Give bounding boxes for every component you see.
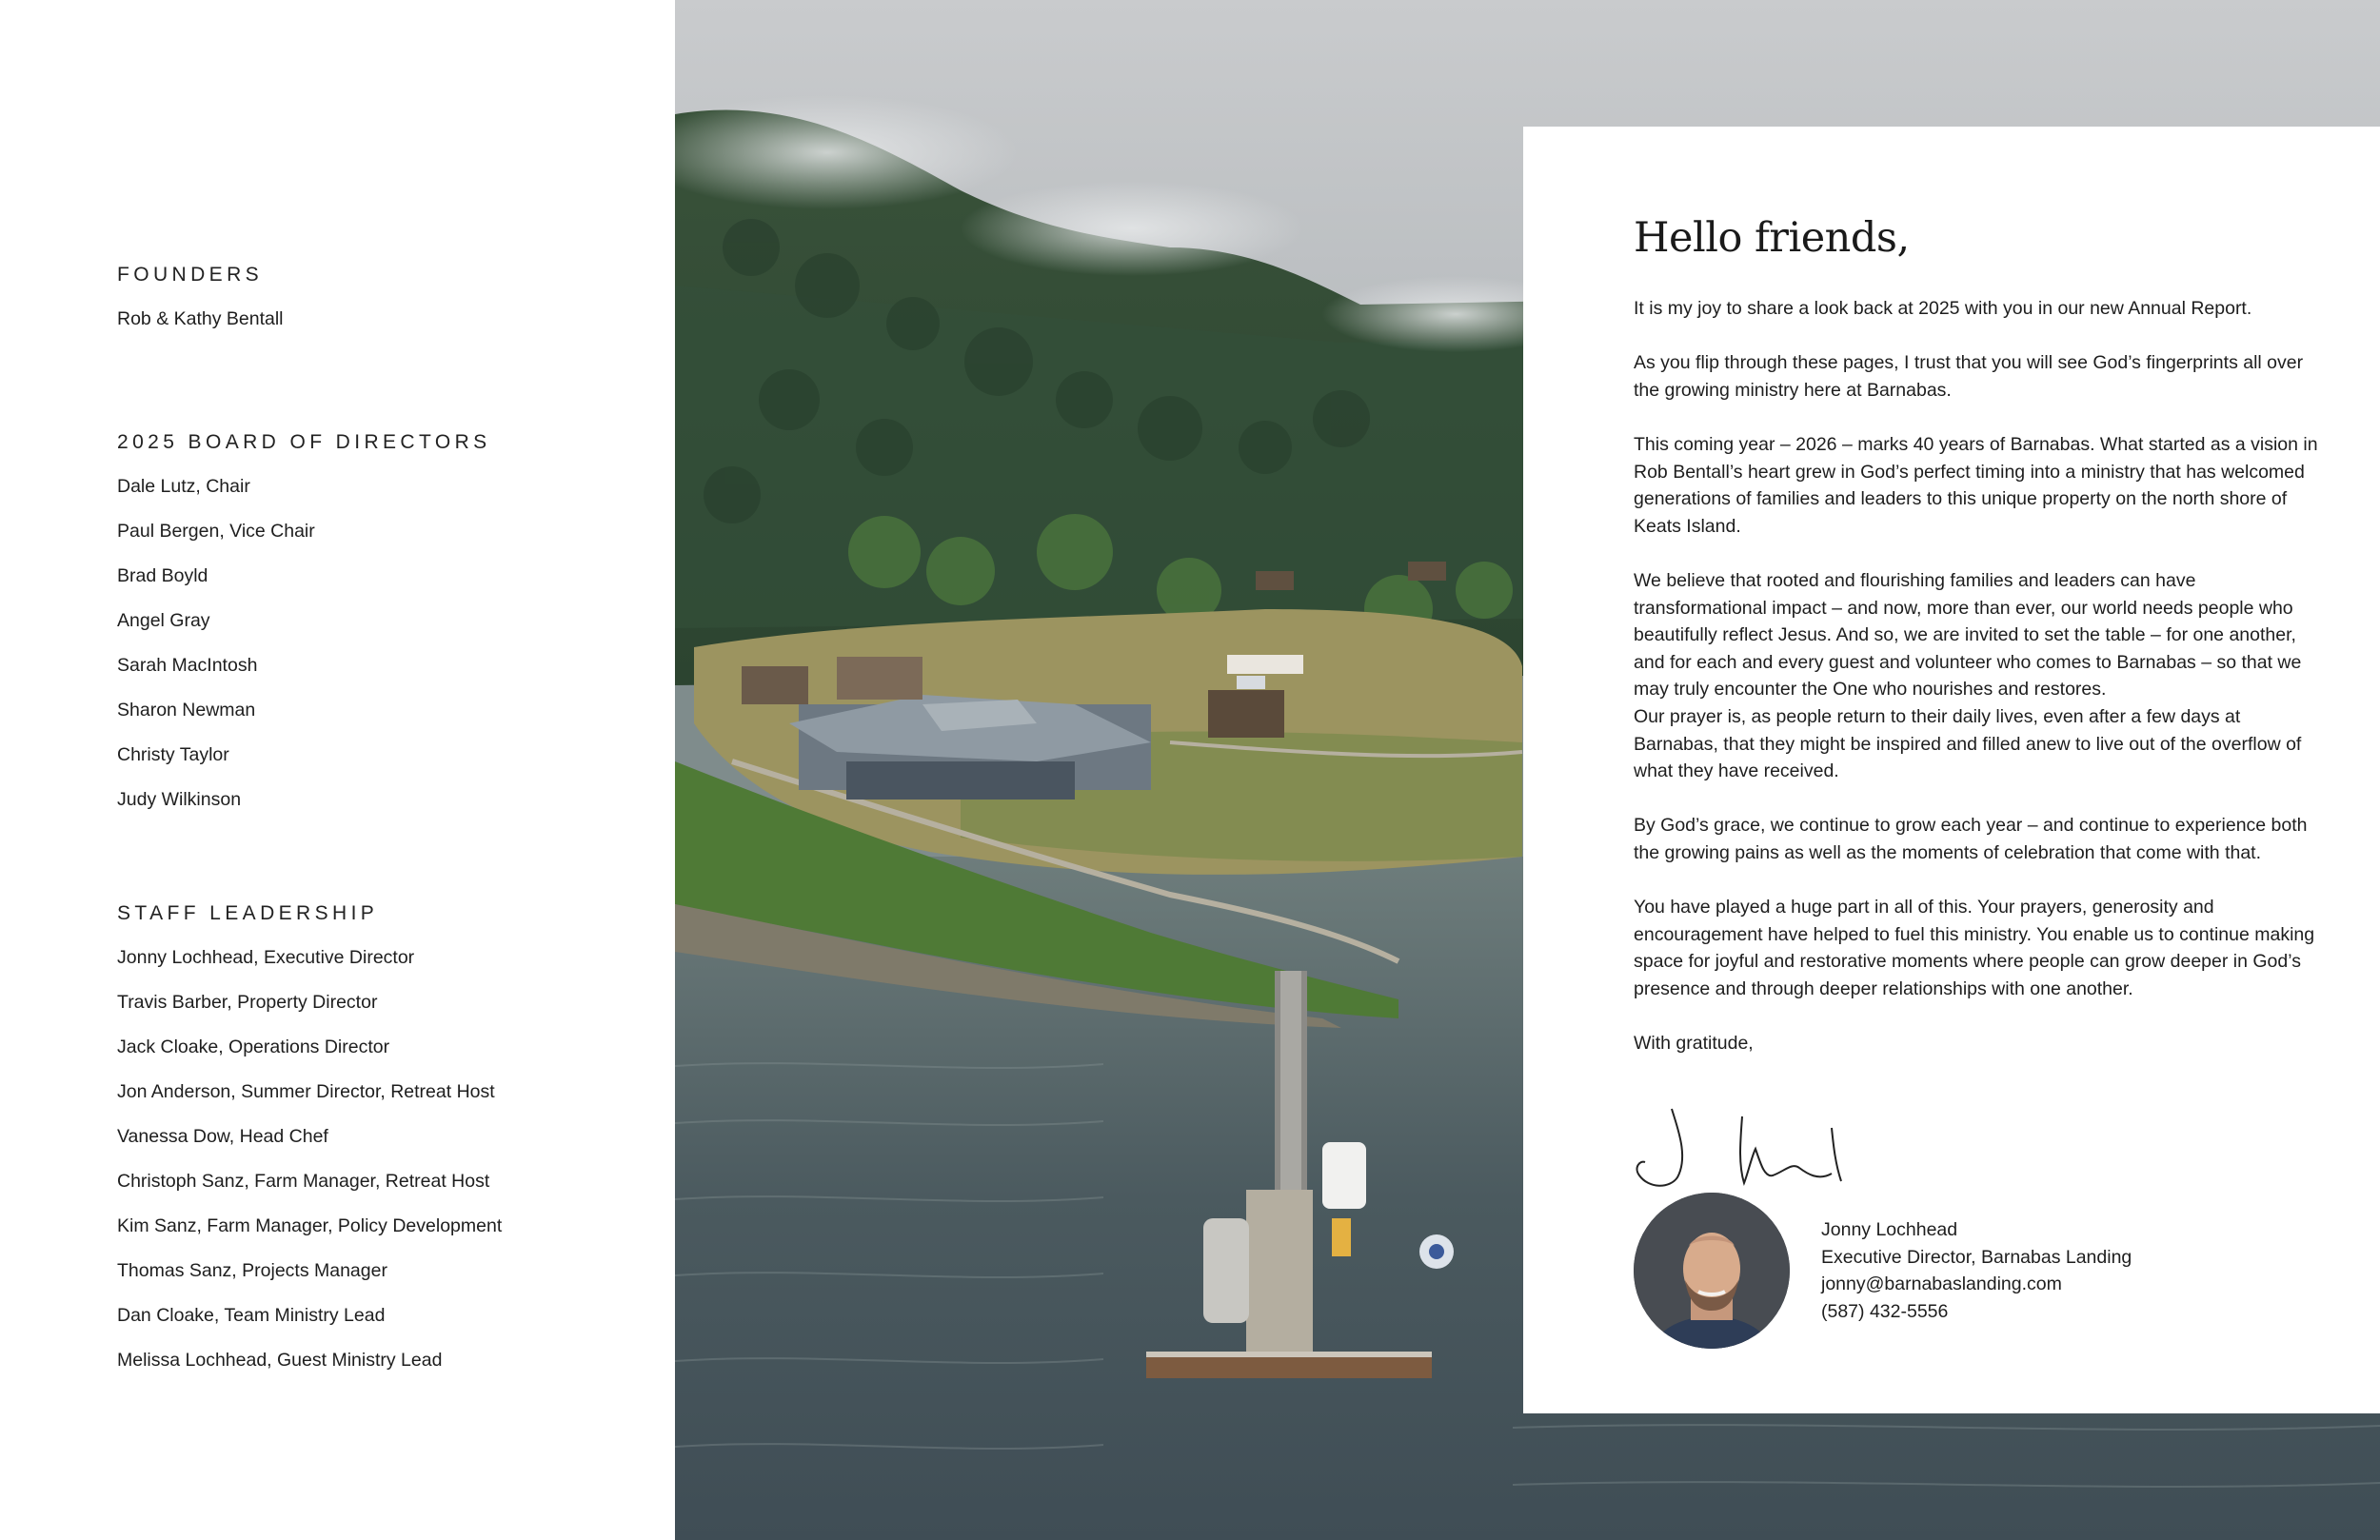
staff-member: Christoph Sanz, Farm Manager, Retreat Host: [117, 1171, 490, 1192]
contact-email[interactable]: jonny@barnabaslanding.com: [1821, 1273, 2062, 1295]
portrait-icon: [1634, 1193, 1790, 1349]
staff-member: Melissa Lochhead, Guest Ministry Lead: [117, 1350, 443, 1371]
staff-member: Travis Barber, Property Director: [117, 992, 378, 1013]
board-member: Dale Lutz, Chair: [117, 476, 250, 497]
letter-closing: With gratitude,: [1634, 1033, 1754, 1055]
letter-paragraph: By God’s grace, we continue to grow each year – and continue to experience both the growing pains as well as the moments of celebration that come with that.: [1634, 815, 2308, 863]
signature-icon: [1632, 1090, 1851, 1204]
letter-greeting: Hello friends,: [1634, 214, 1910, 262]
contact-block: [1821, 1216, 2132, 1325]
founders-section: [117, 264, 284, 342]
staff-member: Thomas Sanz, Projects Manager: [117, 1260, 387, 1281]
staff-member: Vanessa Dow, Head Chef: [117, 1126, 328, 1147]
board-member: Angel Gray: [117, 610, 210, 631]
letter-paragraph: This coming year – 2026 – marks 40 years of Barnabas. What started as a vision in Rob Bentall’s heart grew in God’s perfect timing into a ministry that has welcomed generations of families and leaders to this unique property on the north shore of Keats Island.: [1634, 433, 2318, 537]
staff-member: Jon Anderson, Summer Director, Retreat Host: [117, 1081, 495, 1102]
staff-section: [117, 902, 502, 1383]
letter-paragraph: We believe that rooted and flourishing families and leaders can have transformational impact – and now, more than ever, our world needs people who beautifully reflect Jesus. And so, we are invited to set the table – for one another, and for each and every guest and volunteer who comes to Barnabas – so that we may truly encounter the One who nourishes and restores.: [1634, 569, 2302, 701]
founders-heading: FOUNDERS: [117, 264, 264, 286]
board-member: Paul Bergen, Vice Chair: [117, 521, 315, 542]
leadership-panel: [0, 0, 675, 1540]
letter-paragraph: Our prayer is, as people return to their daily lives, even after a few days at Barnabas, that they might be inspired and filled anew to live out of the overflow of what they have received.: [1634, 705, 2302, 782]
staff-heading: STAFF LEADERSHIP: [117, 902, 379, 924]
staff-member: Jonny Lochhead, Executive Director: [117, 947, 415, 968]
contact-name: Jonny Lochhead: [1821, 1219, 1958, 1240]
letter-paragraph: You have played a huge part in all of this. Your prayers, generosity and encouragement have helped to fuel this ministry. You enable us to continue making space for joyful and restorative moments where people can grow deeper in God’s presence and through deeper relationships with one another.: [1634, 897, 2315, 999]
staff-member: Jack Cloake, Operations Director: [117, 1037, 390, 1057]
letter-paragraph: It is my joy to share a look back at 2025 with you in our new Annual Report.: [1634, 298, 2252, 319]
contact-title: Executive Director, Barnabas Landing: [1821, 1246, 2132, 1268]
founder-name: Rob & Kathy Bentall: [117, 308, 284, 329]
board-member: Sharon Newman: [117, 700, 256, 721]
board-member: Brad Boyld: [117, 565, 208, 586]
letter-card: [1523, 127, 2380, 1413]
board-heading: 2025 BOARD OF DIRECTORS: [117, 431, 491, 453]
letter-paragraph: As you flip through these pages, I trust that you will see God’s fingerprints all over the growing ministry here at Barnabas.: [1634, 352, 2304, 401]
avatar: [1634, 1193, 1790, 1349]
board-member: Christy Taylor: [117, 744, 229, 765]
staff-member: Kim Sanz, Farm Manager, Policy Development: [117, 1215, 503, 1236]
letter-body: [1634, 295, 2319, 1084]
board-member: Sarah MacIntosh: [117, 655, 258, 676]
board-member: Judy Wilkinson: [117, 789, 242, 810]
contact-phone[interactable]: (587) 432-5556: [1821, 1300, 1949, 1322]
staff-member: Dan Cloake, Team Ministry Lead: [117, 1305, 386, 1326]
board-section: [117, 431, 491, 822]
